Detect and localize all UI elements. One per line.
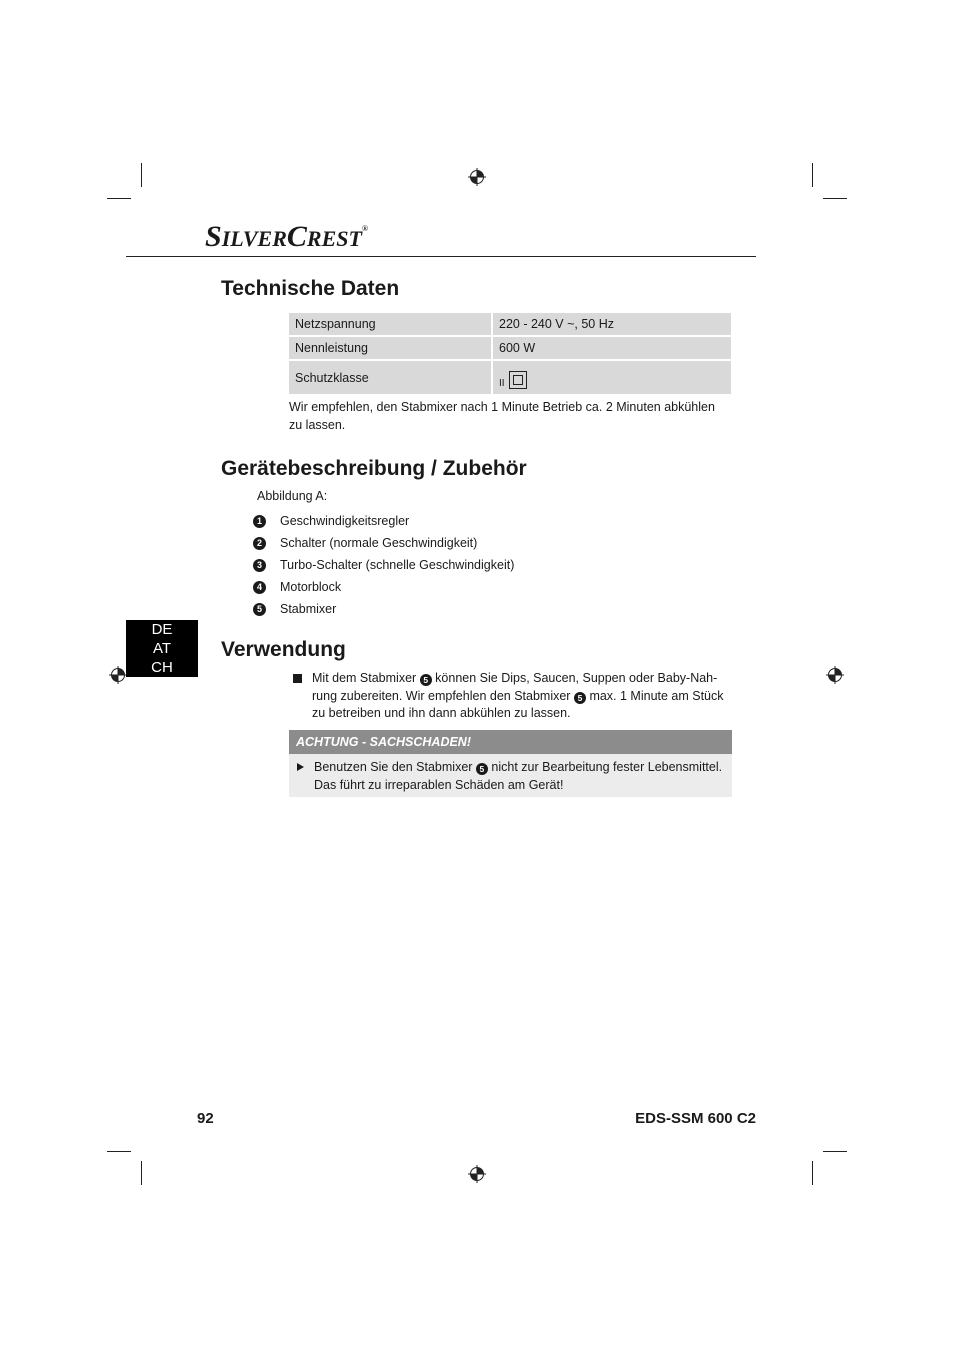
part-number-badge: 2 — [253, 537, 266, 550]
protection-class-value: II — [499, 377, 505, 389]
double-insulation-icon — [509, 371, 527, 389]
tech-note: Wir empfehlen, den Stabmixer nach 1 Minute Betrieb ca. 2 Minuten abkühlen zu lassen. — [289, 400, 715, 432]
list-item: 1 Geschwindigkeitsregler — [253, 510, 514, 532]
part-number-badge: 5 — [253, 603, 266, 616]
part-number-badge: 1 — [253, 515, 266, 528]
table-row — [289, 360, 731, 394]
part-ref-badge: 5 — [574, 692, 586, 704]
registration-mark-icon — [468, 1165, 486, 1183]
spec-value — [492, 360, 731, 394]
brand-logo: SILVERCREST® — [205, 220, 368, 253]
part-number-badge: 3 — [253, 559, 266, 572]
bullet-square-icon — [293, 674, 302, 683]
spec-label: Nennleistung — [289, 336, 492, 360]
crop-mark — [812, 163, 813, 187]
crop-mark — [823, 1151, 847, 1152]
table-row — [289, 336, 731, 360]
part-ref-badge: 5 — [476, 763, 488, 775]
part-number-badge: 4 — [253, 581, 266, 594]
page-number: 92 — [197, 1110, 214, 1127]
language-tab: DE AT CH — [126, 620, 198, 677]
crop-mark — [141, 163, 142, 187]
figure-label: Abbildung A: — [257, 489, 328, 503]
crop-mark — [107, 1151, 131, 1152]
protection-class-symbol — [499, 371, 527, 389]
spec-table — [289, 311, 731, 394]
registration-mark-icon — [826, 666, 844, 684]
crop-mark — [812, 1161, 813, 1185]
crop-mark — [141, 1161, 142, 1185]
registration-mark-icon — [468, 168, 486, 186]
parts-list — [253, 510, 514, 620]
spec-value: 220 - 240 V ~, 50 Hz — [492, 312, 731, 336]
registration-mark-icon — [109, 666, 127, 684]
part-ref-badge: 5 — [420, 674, 432, 686]
section-heading-usage: Verwendung — [221, 638, 346, 661]
warning-text: Benutzen Sie den Stabmixer 5 nicht zur Bearbeitung fester Lebensmittel. Das führt zu irreparablen Schäden am Gerät! — [314, 760, 723, 792]
usage-text: Mit dem Stabmixer 5 können Sie Dips, Saucen, Suppen oder Baby-Nah- rung zubereiten. Wir empfehlen den Stabmixer 5 max. 1 Minute am Stück zu betreiben und ihn dann abkühlen zu lassen. — [312, 671, 724, 720]
warning-title: ACHTUNG - SACHSCHADEN! — [289, 730, 732, 754]
spec-label: Schutzklasse — [289, 360, 492, 394]
spec-label: Netzspannung — [289, 312, 492, 336]
list-item: 3 Turbo-Schalter (schnelle Geschwindigkeit) — [253, 554, 514, 576]
arrow-right-icon — [297, 763, 304, 771]
section-heading-description: Gerätebeschreibung / Zubehör — [221, 457, 527, 480]
crop-mark — [107, 198, 131, 199]
table-row — [289, 312, 731, 336]
header-rule — [126, 256, 756, 257]
crop-mark — [823, 198, 847, 199]
spec-value: 600 W — [492, 336, 731, 360]
section-heading-tech: Technische Daten — [221, 277, 400, 300]
list-item: 2 Schalter (normale Geschwindigkeit) — [253, 532, 514, 554]
list-item: 4 Motorblock — [253, 576, 514, 598]
model-number: EDS-SSM 600 C2 — [635, 1110, 756, 1127]
list-item: 5 Stabmixer — [253, 598, 514, 620]
